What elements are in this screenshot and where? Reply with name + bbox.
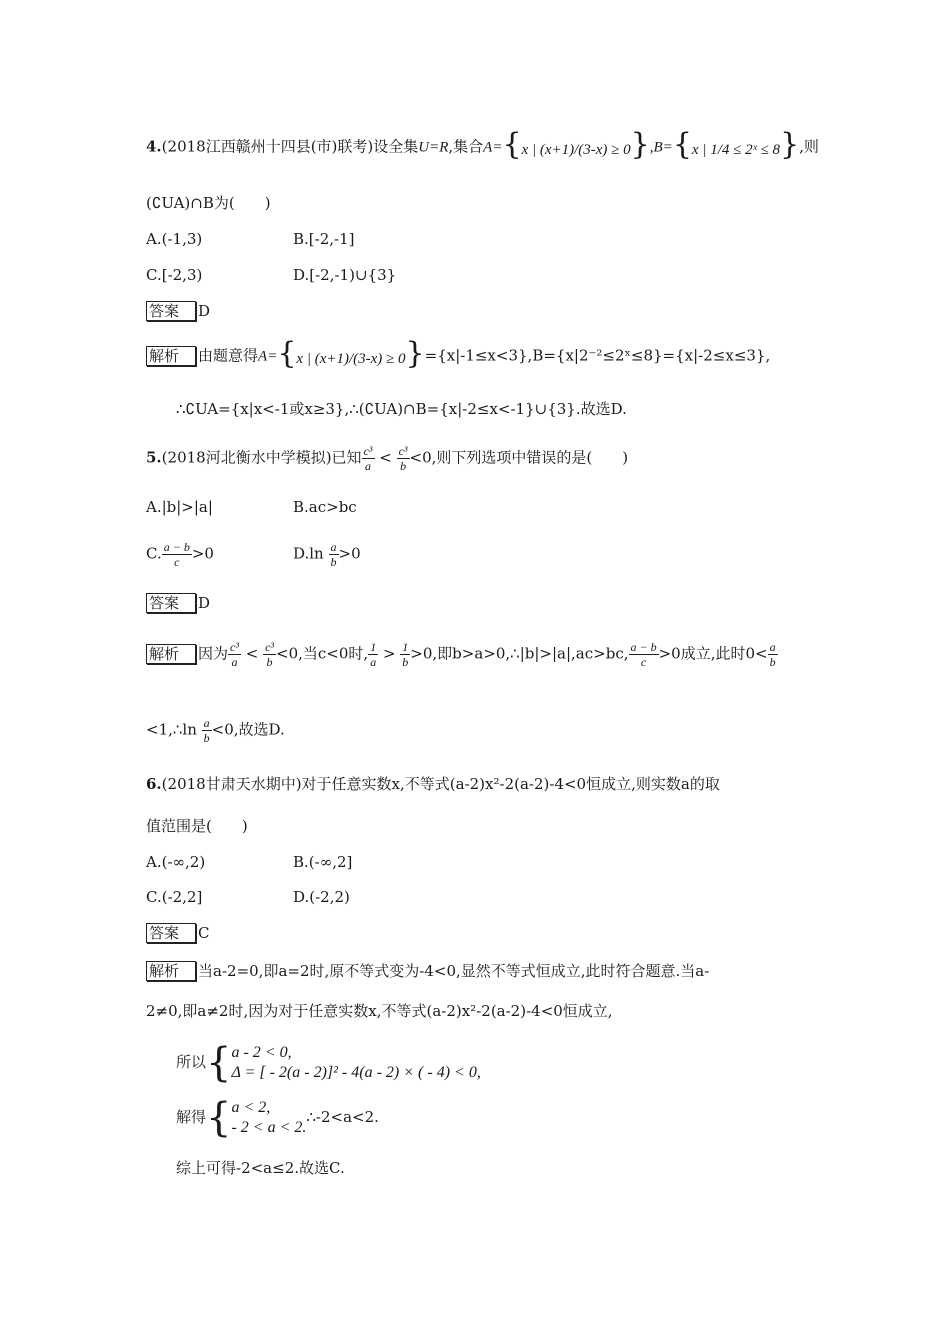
q5-option-d-label: D.ln xyxy=(293,544,324,563)
q6-system-2-brace: { xyxy=(206,1095,232,1141)
q4-stem-prefix: (2018江西赣州十四县(市)联考)设全集 xyxy=(161,137,419,156)
q6-option-d: D.(-2,2) xyxy=(293,888,350,906)
q6-analysis-line1 xyxy=(146,960,709,982)
q4-set-a: {x | (x+1)/(3-x) ≥ 0} xyxy=(502,127,650,162)
q4-set-a-body: x | (x+1)/(3-x) ≥ 0 xyxy=(521,142,631,158)
q6-system-1 xyxy=(176,1040,481,1084)
q6-system-2-rows xyxy=(231,1098,306,1138)
q5-option-b: B.ac>bc xyxy=(293,498,357,516)
q5-analysis-mid1: <0,当c<0时, xyxy=(276,644,369,663)
q6-option-b: B.(-∞,2] xyxy=(293,853,353,871)
q4-mid-text: ,集合 xyxy=(448,137,484,156)
q5-frac-c3-a: $\frac{\text{c³}}{a}$ xyxy=(363,444,373,473)
answer-tag: 答案 xyxy=(146,301,196,321)
q6-conclusion: 综上可得-2<a≤2.故选C. xyxy=(176,1159,345,1177)
q5-analysis-l2a: <1,∴ln xyxy=(146,720,197,739)
q6-solve-label: 解得 xyxy=(176,1108,207,1126)
q4-analysis-rest: ={x|-1≤x<3},B={x|2⁻²≤2ˣ≤8}={x|-2≤x≤3}, xyxy=(424,346,771,365)
answer-tag: 答案 xyxy=(146,593,196,613)
q5-frac-c3-b: $\frac{\text{c³}}{b}$ xyxy=(398,444,408,473)
q6-analysis-line2: 2≠0,即a≠2时,因为对于任意实数x,不等式(a-2)x²-2(a-2)-4<0恒成立, xyxy=(146,1002,613,1020)
q4-suffix: ,则 xyxy=(799,137,819,156)
q6-stem-line2: 值范围是( ) xyxy=(146,817,248,835)
q4-set-b-label: ,B= xyxy=(649,139,673,156)
analysis-tag: 解析 xyxy=(146,346,196,366)
q5-analysis-frac-2: $\frac{\text{c³}}{b}$ xyxy=(265,640,275,669)
q6-system-2-tail: ∴-2<a<2. xyxy=(306,1108,379,1126)
q5-stem-b: <0,则下列选项中错误的是( ) xyxy=(409,448,629,467)
q4-analysis-line1 xyxy=(146,336,771,371)
q6-stem-l1: (2018甘肃天水期中)对于任意实数x,不等式(a-2)x²-2(a-2)-4<0恒成立,则实数a的取 xyxy=(161,775,720,793)
q5-analysis-frac-7: $\frac{a}{b}$ xyxy=(203,716,210,745)
q5-option-c-tail: >0 xyxy=(191,544,214,563)
q5-analysis-frac-6: $\frac{a}{b}$ xyxy=(769,640,776,669)
q5-analysis-mid2: >0,即b>a>0,∴|b|>|a|,ac>bc, xyxy=(410,644,629,663)
q4-analysis-a-label: A= xyxy=(258,348,278,365)
q6-so-label: 所以 xyxy=(176,1053,207,1071)
analysis-tag: 解析 xyxy=(146,644,196,664)
q5-option-c-label: C. xyxy=(146,544,162,563)
q4-number: 4. xyxy=(146,137,162,156)
q5-analysis-frac-3: $\frac{1}{a}$ xyxy=(370,640,377,669)
q5-number: 5. xyxy=(146,448,162,467)
q4-analysis-set-a-body: x | (x+1)/(3-x) ≥ 0 xyxy=(296,351,406,367)
q6-answer: C xyxy=(198,924,210,942)
q6-answer-row xyxy=(146,922,210,944)
q6-system-2-row1: a < 2, xyxy=(231,1099,271,1116)
q5-stem: 5.(2018河北衡水中学模拟)已知 $\frac{\text{c³}}{a}$ < $\frac{\text{c³}}{b}$ <0,则下列选项中错误的是( ) xyxy=(146,444,629,473)
answer-tag: 答案 xyxy=(146,923,196,943)
q4-answer-row xyxy=(146,300,210,322)
q6-system-1-row1: a - 2 < 0, xyxy=(231,1044,292,1061)
q5-analysis-lead: 因为 xyxy=(198,644,229,663)
q5-analysis-l2b: <0,故选D. xyxy=(211,720,285,739)
q5-option-d-tail: >0 xyxy=(338,544,361,563)
q4-universe: U=R xyxy=(418,139,449,156)
q5-analysis-line2 xyxy=(146,716,285,745)
q5-option-d-frac: $\frac{a}{b}$ xyxy=(330,540,337,569)
q5-analysis-frac-5: $\frac{a - b}{c}$ xyxy=(630,640,657,669)
q6-system-1-rows xyxy=(231,1043,480,1083)
q5-analysis-mid3: >0成立,此时0< xyxy=(658,644,768,663)
q5-answer-row xyxy=(146,592,210,614)
q5-option-c xyxy=(146,540,214,569)
q4-analysis-set-a: {x | (x+1)/(3-x) ≥ 0} xyxy=(277,336,425,371)
q5-analysis-frac-1: $\frac{\text{c³}}{a}$ xyxy=(230,640,239,669)
q5-option-a: A.|b|>|a| xyxy=(146,498,213,516)
q5-option-d xyxy=(293,540,361,569)
q4-answer: D xyxy=(198,302,211,320)
q4-analysis-line2: ∴∁UA={x|x<-1或x≥3},∴(∁UA)∩B={x|-2≤x<-1}∪{3}.故选D. xyxy=(176,400,627,418)
q4-option-d: D.[-2,-1)∪{3} xyxy=(293,266,397,284)
analysis-tag: 解析 xyxy=(146,961,196,981)
q4-option-a: A.(-1,3) xyxy=(146,230,203,248)
q6-system-2 xyxy=(176,1095,379,1139)
q5-stem-a: (2018河北衡水中学模拟)已知 xyxy=(161,448,362,467)
q6-system-1-row2: Δ = [ - 2(a - 2)]² - 4(a - 2) × ( - 4) < 0, xyxy=(231,1064,481,1081)
q4-stem-line2: (∁UA)∩B为( ) xyxy=(146,194,271,212)
q4-stem-line1 xyxy=(146,127,819,162)
q6-option-a: A.(-∞,2) xyxy=(146,853,206,871)
q5-analysis-frac-4: $\frac{1}{b}$ xyxy=(402,640,409,669)
q4-set-a-label: A= xyxy=(483,139,503,156)
q6-number: 6. xyxy=(146,775,162,793)
q5-option-c-frac: $\frac{a - b}{c}$ xyxy=(163,540,190,569)
q4-analysis-lead: 由题意得 xyxy=(198,346,259,365)
q6-system-2-row2: - 2 < a < 2. xyxy=(231,1119,307,1136)
q4-option-b: B.[-2,-1] xyxy=(293,230,355,248)
q6-analysis-l1: 当a-2=0,即a=2时,原不等式变为-4<0,显然不等式恒成立,此时符合题意.当a- xyxy=(198,962,710,980)
q4-set-b: {x | 1/4 ≤ 2ˣ ≤ 8} xyxy=(672,127,800,162)
q6-system-1-brace: { xyxy=(206,1040,232,1086)
q5-analysis-line1: 解析 因为 $\frac{\text{c³}}{a}$ < $\frac{\text{c³}}{b}$ <0,当c<0时, $\frac{1}{a}$ > $\frac{1}{b}$ >0,即b>a>0,∴|b|>|a|,ac>bc, $\frac{a - b}{c}$ >0成立,此时0< $\frac{a}{b}$ xyxy=(146,640,778,669)
q6-option-c: C.(-2,2] xyxy=(146,888,203,906)
q6-stem-line1 xyxy=(146,773,720,795)
q5-answer: D xyxy=(198,594,211,612)
q4-set-b-body: x | 1/4 ≤ 2ˣ ≤ 8 xyxy=(691,142,781,158)
q4-option-c: C.[-2,3) xyxy=(146,266,203,284)
